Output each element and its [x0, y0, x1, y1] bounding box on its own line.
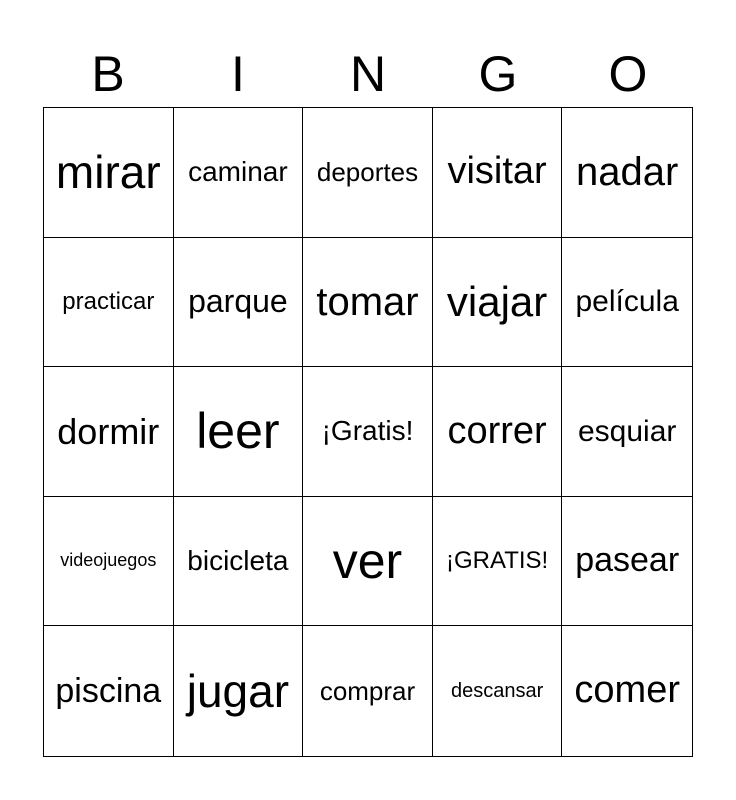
header-letter-n: N	[349, 46, 387, 102]
bingo-cell[interactable]: caminar	[174, 108, 304, 238]
bingo-cell[interactable]: esquiar	[562, 367, 692, 497]
bingo-cell[interactable]: mirar	[44, 108, 174, 238]
bingo-cell[interactable]: ¡Gratis!	[303, 367, 433, 497]
bingo-cell[interactable]: parque	[174, 238, 304, 368]
header-letter-o: O	[608, 46, 648, 102]
header-letter-g: G	[478, 46, 518, 102]
bingo-cell[interactable]: leer	[174, 367, 304, 497]
bingo-cell[interactable]: deportes	[303, 108, 433, 238]
bingo-cell[interactable]: comer	[574, 669, 680, 712]
bingo-cell[interactable]: pasear	[562, 497, 692, 627]
bingo-cell[interactable]: tomar	[303, 238, 433, 368]
bingo-cell[interactable]: descansar	[433, 626, 563, 756]
bingo-cell[interactable]: ¡GRATIS!	[433, 497, 563, 627]
bingo-cell[interactable]: videojuegos	[44, 497, 174, 627]
header-letter-i: I	[231, 46, 245, 102]
bingo-cell[interactable]: visitar	[433, 108, 563, 238]
bingo-cell[interactable]: correr	[433, 367, 563, 497]
header-letter-b: B	[91, 46, 125, 102]
bingo-cell[interactable]: dormir	[44, 367, 174, 497]
bingo-cell[interactable]: piscina	[44, 626, 174, 756]
bingo-cell[interactable]: practicar	[44, 238, 174, 368]
bingo-cell[interactable]: jugar	[174, 626, 304, 756]
bingo-cell[interactable]: película	[562, 238, 692, 368]
bingo-header	[43, 40, 693, 108]
bingo-board	[43, 107, 693, 757]
bingo-cell[interactable]: viajar	[433, 238, 563, 368]
bingo-cell[interactable]: nadar	[562, 108, 692, 238]
bingo-cell[interactable]: bicicleta	[174, 497, 304, 627]
bingo-cell[interactable]: comprar	[303, 626, 433, 756]
bingo-cell[interactable]: ver	[303, 497, 433, 627]
